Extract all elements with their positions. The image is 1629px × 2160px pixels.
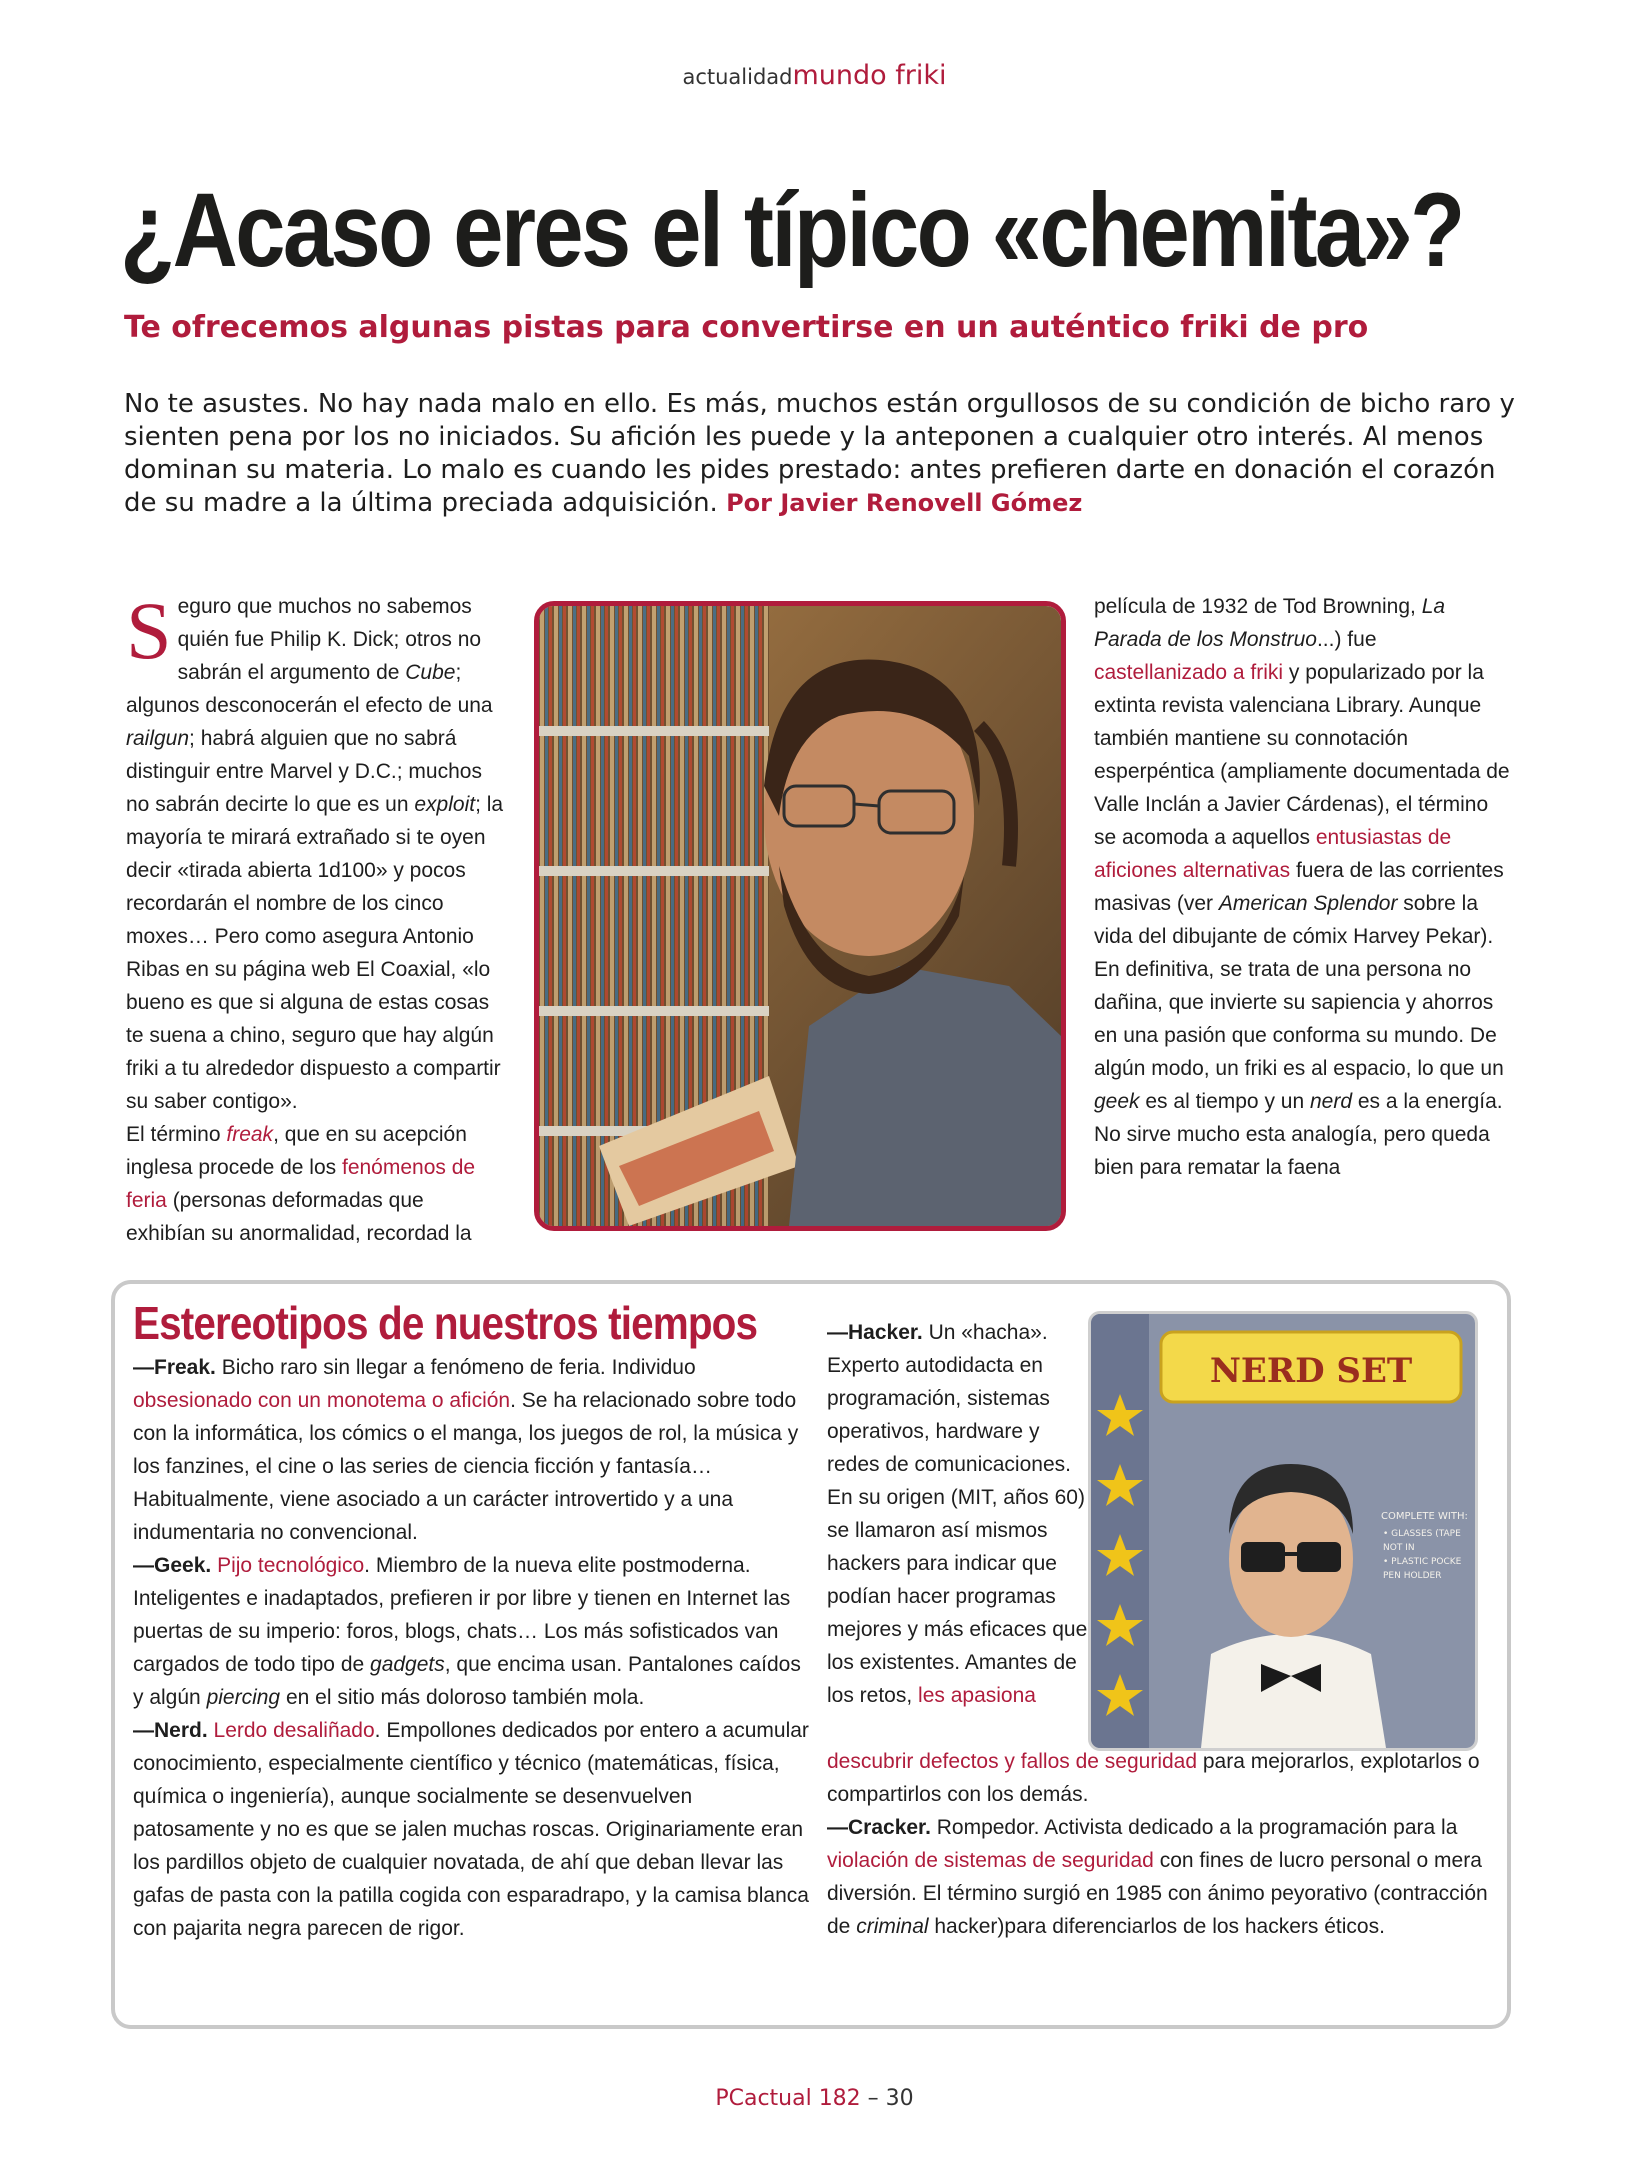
text-run: , que en su acepción inglesa procede de los — [126, 1123, 467, 1179]
article-title: ¿Acaso eres el típico «chemita»? — [120, 172, 1463, 289]
body-paragraph — [126, 1118, 506, 1250]
article-photo — [534, 601, 1066, 1231]
highlight-link[interactable]: castellanizado a friki — [1094, 661, 1284, 684]
text-run: Rompedor. Activista dedicado a la programación para la — [930, 1816, 1458, 1839]
article-subtitle: Te ofrecemos algunas pistas para convertirse en un auténtico friki de pro — [124, 310, 1369, 345]
text-run: . Miembro de la nueva elite postmoderna. Inteligentes e inadaptados, prefieren ir por libre y tienen en Internet las puertas de su imperio: foros, blogs, chats… Los más sofisticados van cargados de todo tipo de — [133, 1554, 791, 1676]
lead-text: No te asustes. No hay nada malo en ello. Es más, muchos están orgullosos de su condición de bicho raro y sienten pena por los no iniciados. Su afición les puede y la anteponen a cualquier otro interés. Al menos dominan su materia. Lo malo es cuando les pides prestado: antes prefieren darte en donación el corazón de su madre a la última preciada adquisición. — [124, 389, 1515, 518]
text-run-italic: criminal — [856, 1915, 929, 1938]
text-run-italic: freak — [226, 1123, 274, 1146]
photo-man-at-bookshelf — [539, 606, 1061, 1226]
nerd-card-item: • GLASSES (TAPE — [1383, 1529, 1461, 1539]
text-run: sobre la vida del dibujante de cómix Harvey Pekar). — [1094, 892, 1494, 948]
text-run: En definitiva, se trata de una persona no dañina, que invierte su sapiencia y ahorros en una pasión que conforma su mundo. De algún modo, un friki es al espacio, lo que un — [1094, 958, 1504, 1080]
term-label: —Geek. — [133, 1554, 212, 1577]
highlight-link[interactable]: Lerdo desaliñado — [213, 1719, 375, 1742]
body-column-right — [1094, 590, 1514, 1184]
text-run: Bicho raro sin llegar a fenómeno de feria. Individuo — [215, 1356, 696, 1379]
text-run: y popularizado por la extinta revista valenciana Library. Aunque también mantiene su connotación esperpéntica (ampliamente documentada de Valle Inclán a Javier Cárdenas), el término se acomoda a aquellos — [1094, 661, 1510, 849]
text-run-italic: exploit — [414, 793, 476, 816]
nerd-set-illustration — [1091, 1314, 1475, 1748]
definition-freak — [133, 1351, 813, 1549]
page-number: – 30 — [860, 2086, 914, 2111]
highlight-link[interactable]: obsesionado con un monotema o afición — [133, 1389, 511, 1412]
text-run: es a la energía. No sirve mucho esta analogía, pero queda bien para rematar la faena — [1094, 1090, 1503, 1179]
hacker-text-continued — [827, 1745, 1497, 1811]
highlight-link[interactable]: entusiastas de aficiones alternativas — [1094, 826, 1452, 882]
text-run: . Se ha relacionado sobre todo con la informática, los cómics o el manga, los juegos de rol, la música y los fanzines, el cine o las series de ciencia ficción y fantasía… Habitualmente, viene asociado a un carácter introvertido y a una indumentaria no convencional. — [133, 1389, 799, 1544]
text-run-italic: Cube — [405, 661, 456, 684]
term-label: —Freak. — [133, 1356, 216, 1379]
nerd-card-item: • PLASTIC POCKE — [1383, 1557, 1462, 1567]
drop-cap: S — [126, 585, 172, 676]
highlight-link[interactable]: Pijo tecnológico — [217, 1554, 365, 1577]
nerd-card-complete-with: COMPLETE WITH: — [1381, 1511, 1468, 1522]
byline: Por Javier Renovell Gómez — [726, 489, 1083, 517]
sidebar-column-left — [133, 1351, 813, 1945]
nerd-set-banner: NERD SET — [1209, 1351, 1413, 1391]
text-run: , que encima usan. Pantalones caídos y algún — [133, 1653, 801, 1709]
text-run: ; habrá alguien que no sabrá distinguir entre Marvel y D.C.; muchos no sabrán decirte lo que es un — [126, 727, 482, 816]
nerd-set-card-image — [1088, 1311, 1478, 1751]
text-run: eguro que muchos no sabemos quién fue Philip K. Dick; otros no sabrán el argumento de — [177, 595, 482, 684]
body-paragraph — [1094, 953, 1514, 1184]
text-run: ...) fue — [1316, 628, 1377, 651]
magazine-issue: PCactual 182 — [715, 2086, 861, 2111]
text-run: El término — [126, 1123, 227, 1146]
text-run: fuera de las corrientes masivas (ver — [1094, 859, 1504, 915]
nerd-card-item: PEN HOLDER — [1383, 1571, 1442, 1581]
highlight-link[interactable]: descubrir defectos y fallos de seguridad — [827, 1750, 1198, 1773]
section-label-small: actualidad — [682, 65, 793, 89]
highlight-link[interactable]: fenómenos de feria — [126, 1156, 476, 1212]
text-run-italic: railgun — [126, 727, 190, 750]
lead-paragraph — [124, 388, 1524, 520]
text-run: para mejorarlos, explotarlos o compartirlos con los demás. — [827, 1750, 1480, 1806]
sidebar-title: Estereotipos de nuestros tiempos — [133, 1297, 758, 1349]
term-label: —Cracker. — [827, 1816, 931, 1839]
text-run: hacker)para diferenciarlos de los hackers éticos. — [928, 1915, 1385, 1938]
highlight-link[interactable]: violación de sistemas de seguridad — [827, 1849, 1154, 1872]
text-run-italic: piercing — [206, 1686, 281, 1709]
text-run: ; la mayoría te mirará extrañado si te oyen decir «tirada abierta 1d100» y pocos recordarán el nombre de los cinco moxes… Pero como asegura Antonio Ribas en su página web El Coaxial, «lo bueno es que si alguna de estas cosas te suena a chino, seguro que hay algún friki a tu alrededor dispuesto a compartir su saber contigo». — [126, 793, 504, 1113]
text-run: Un «hacha». Experto autodidacta en programación, sistemas operativos, hardware y redes de comunicaciones. En su origen (MIT, años 60) se llamaron así mismos hackers para indicar que podían hacer programas mejores y más eficaces que los existentes. Amantes de los retos, — [827, 1321, 1088, 1707]
text-run-italic: American Splendor — [1218, 892, 1398, 915]
section-label-big: mundo friki — [792, 60, 947, 91]
section-header — [0, 60, 1629, 91]
page-footer — [0, 2086, 1629, 2111]
text-run: ; algunos desconocerán el efecto de una — [126, 661, 493, 717]
text-run: con fines de lucro personal o mera diversión. El término surgió en 1985 con ánimo peyorativo (contracción de — [827, 1849, 1488, 1938]
definition-nerd — [133, 1714, 813, 1945]
body-paragraph — [1094, 590, 1514, 953]
term-label: —Hacker. — [827, 1321, 923, 1344]
definition-geek — [133, 1549, 813, 1714]
text-run: . Empollones dedicados por entero a acumular conocimiento, especialmente científico y técnico (matemáticas, física, química o ingeniería), aunque socialmente se desenvuelven patosamente y no es que se jalen muchas roscas. Originariamente eran los pardillos objeto de cualquier novatada, de ahí que deban llevar las gafas de pasta con la patilla cogida con esparadrapo, y la camisa blanca con pajarita negra parecen de rigor. — [133, 1719, 809, 1940]
text-run: en el sitio más doloroso también mola. — [280, 1686, 645, 1709]
highlight-link[interactable]: les apasiona — [918, 1684, 1036, 1707]
definition-hacker — [827, 1316, 1093, 1712]
nerd-card-item: NOT IN — [1383, 1543, 1415, 1553]
text-run: es al tiempo y un — [1139, 1090, 1310, 1113]
sidebar-box-stereotypes — [111, 1280, 1511, 2029]
text-run: (personas deformadas que exhibían su anormalidad, recordad la — [126, 1189, 472, 1245]
text-run-italic: gadgets — [370, 1653, 445, 1676]
text-run: película de 1932 de Tod Browning, — [1094, 595, 1422, 618]
body-column-left — [126, 585, 506, 1250]
definition-cracker — [827, 1811, 1497, 1943]
body-paragraph — [126, 585, 506, 1118]
hacker-text — [827, 1316, 1093, 1712]
term-label: —Nerd. — [133, 1719, 208, 1742]
text-run-italic: nerd — [1309, 1090, 1352, 1113]
sidebar-column-right-bottom — [827, 1745, 1497, 1943]
text-run-italic: La Parada de los Monstruo — [1094, 595, 1446, 651]
text-run-italic: geek — [1094, 1090, 1140, 1113]
